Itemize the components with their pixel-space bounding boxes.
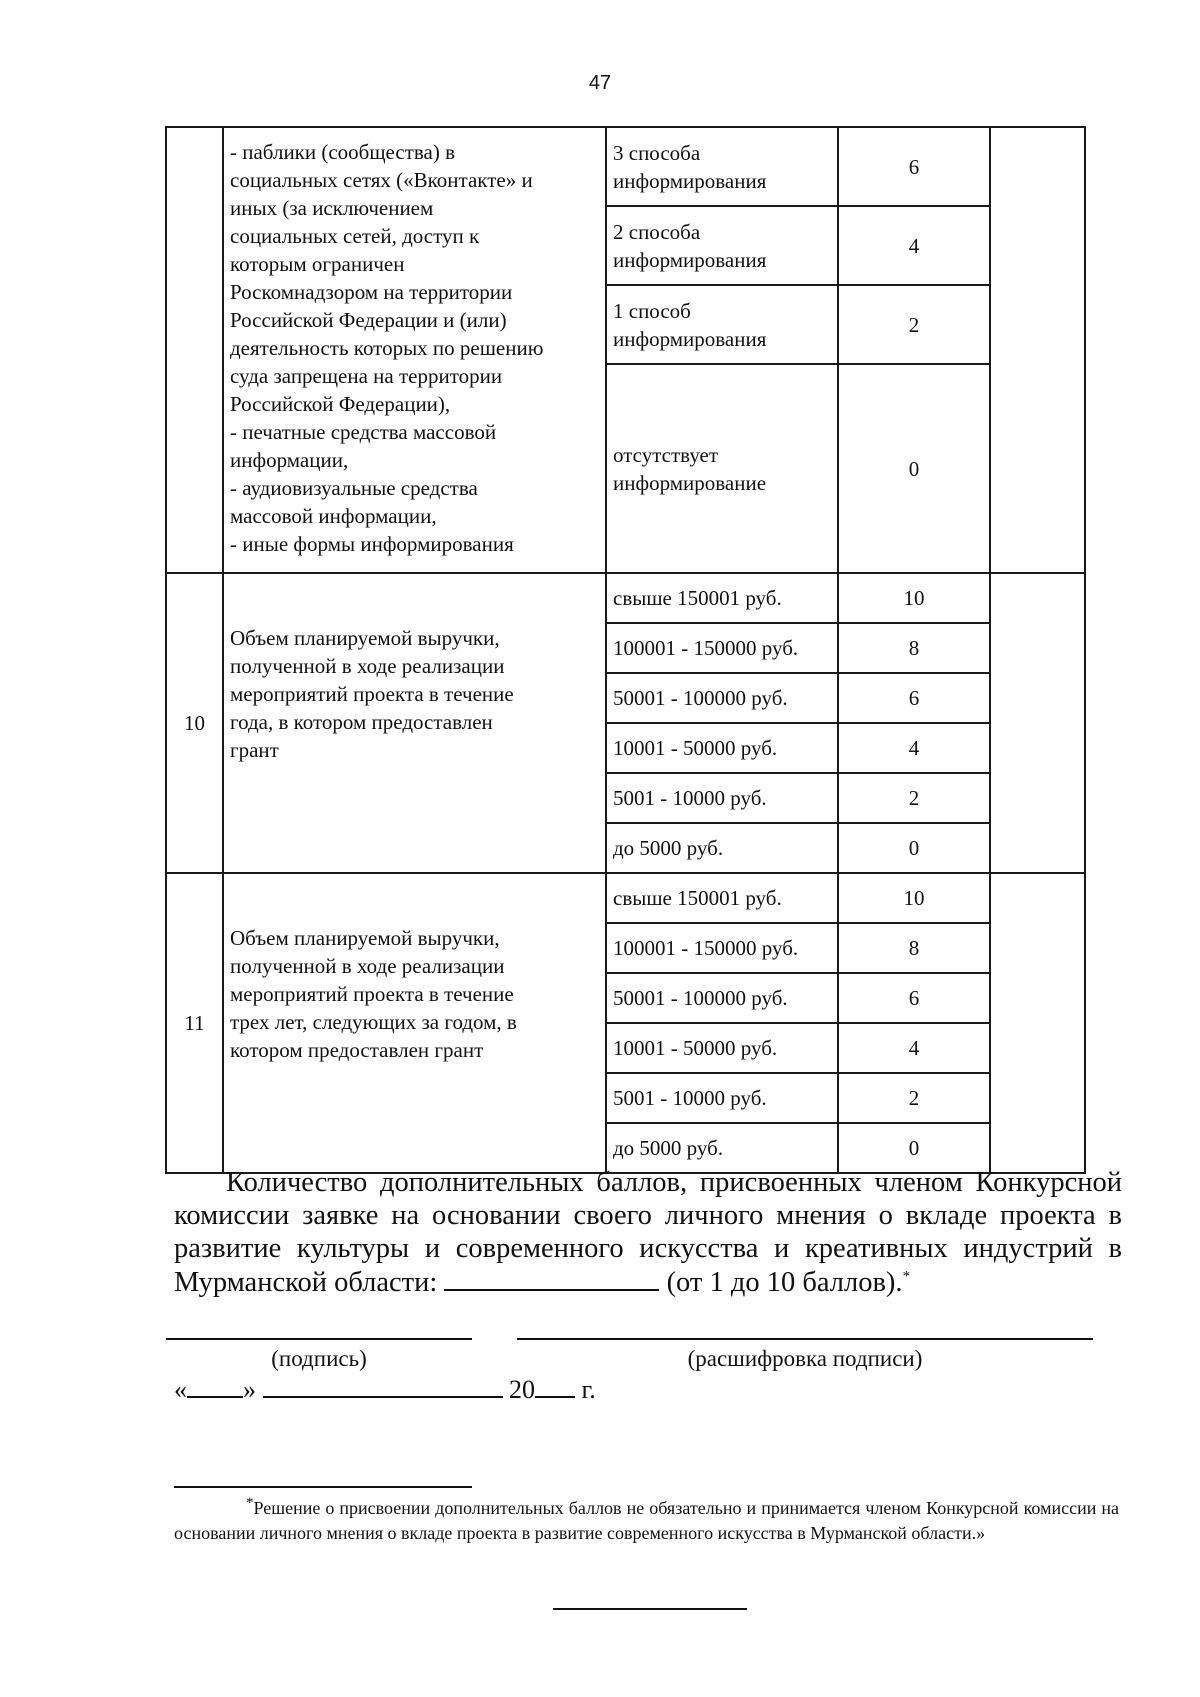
- row-number-cell: [166, 127, 223, 573]
- option-cell: 10001 - 50000 руб.: [606, 1023, 838, 1073]
- criterion-line: социальных сетей, доступ к: [230, 224, 480, 248]
- option-cell: 50001 - 100000 руб.: [606, 973, 838, 1023]
- points-cell: 0: [838, 1123, 990, 1173]
- criterion-cell: [223, 873, 606, 1173]
- criterion-line: мероприятий проекта в течение: [230, 982, 514, 1006]
- score-entry-cell[interactable]: [990, 573, 1085, 873]
- page-number: 47: [588, 72, 612, 94]
- criterion-line: Объем планируемой выручки,: [230, 926, 500, 950]
- points-cell: 8: [838, 623, 990, 673]
- criterion-line: суда запрещена на территории: [230, 364, 503, 388]
- points-cell: 4: [838, 1023, 990, 1073]
- day-field[interactable]: [187, 1374, 243, 1398]
- row-number-cell: 11: [166, 873, 223, 1173]
- option-cell: 10001 - 50000 руб.: [606, 723, 838, 773]
- criterion-line: социальных сетях («Вконтакте» и: [230, 168, 533, 192]
- score-entry-cell[interactable]: [990, 127, 1085, 573]
- criterion-line: полученной в ходе реализации: [230, 954, 505, 978]
- criterion-line: полученной в ходе реализации: [230, 654, 505, 678]
- points-cell: 6: [838, 673, 990, 723]
- points-cell: 2: [838, 1073, 990, 1123]
- footnote-separator: [174, 1486, 472, 1488]
- criterion-cell: [223, 127, 606, 573]
- table-row: [166, 873, 1085, 923]
- table-row: [166, 127, 1085, 206]
- year-field[interactable]: [535, 1374, 575, 1398]
- criterion-line: деятельность которых по решению: [230, 336, 544, 360]
- option-cell: 100001 - 150000 руб.: [606, 923, 838, 973]
- option-cell: 5001 - 10000 руб.: [606, 773, 838, 823]
- footnote: [174, 1496, 1119, 1546]
- close-quote: »: [243, 1375, 256, 1404]
- signature-caption: (подпись): [271, 1346, 367, 1371]
- option-line: 3 способа: [613, 140, 701, 165]
- year-prefix: 20: [509, 1375, 535, 1404]
- points-cell: 2: [838, 773, 990, 823]
- row-number-cell: 10: [166, 573, 223, 873]
- option-cell: 100001 - 150000 руб.: [606, 623, 838, 673]
- points-cell: 10: [838, 573, 990, 623]
- criterion-line: года, в котором предоставлен: [230, 710, 493, 734]
- criterion-line: которым ограничен: [230, 252, 405, 276]
- criterion-line: мероприятий проекта в течение: [230, 682, 514, 706]
- points-cell: 0: [838, 364, 990, 573]
- criterion-line: трех лет, следующих за годом, в: [230, 1010, 517, 1034]
- criterion-line: Российской Федерации и (или): [230, 308, 507, 332]
- option-cell: до 5000 руб.: [606, 823, 838, 873]
- option-cell: [606, 127, 838, 206]
- points-cell: 6: [838, 973, 990, 1023]
- option-cell: [606, 364, 838, 573]
- option-cell: [606, 285, 838, 364]
- month-field[interactable]: [263, 1374, 503, 1398]
- option-line: информирования: [613, 326, 767, 351]
- points-cell: 0: [838, 823, 990, 873]
- criterion-line: Роскомнадзором на территории: [230, 280, 513, 304]
- criterion-line: грант: [230, 738, 279, 762]
- criterion-line: - печатные средства массовой: [230, 420, 497, 444]
- additional-points-paragraph: [174, 1166, 1122, 1299]
- criterion-line: массовой информации,: [230, 504, 437, 528]
- option-cell: свыше 150001 руб.: [606, 573, 838, 623]
- criterion-line: Объем планируемой выручки,: [230, 626, 500, 650]
- option-line: информирование: [613, 470, 767, 495]
- footnote-mark: *: [246, 1495, 254, 1511]
- points-range-text: (от 1 до 10 баллов).: [666, 1267, 903, 1298]
- score-table: [165, 126, 1086, 1174]
- points-cell: 6: [838, 127, 990, 206]
- footnote-mark: *: [902, 1268, 911, 1285]
- end-separator: [553, 1608, 747, 1610]
- criterion-line: - аудиовизуальные средства: [230, 476, 478, 500]
- paragraph-text: Количество дополнительных баллов, присвоенных членом Конкурсной комиссии заявке на основании своего личного мнения о вкладе проекта в развитие культуры и современного искусства и креативных индустрий в Мурманской области:: [174, 1167, 1122, 1298]
- option-line: информирования: [613, 168, 767, 193]
- option-cell: [606, 206, 838, 285]
- points-cell: 4: [838, 206, 990, 285]
- table-row: [166, 573, 1085, 623]
- criterion-line: информации,: [230, 448, 349, 472]
- criterion-line: - иные формы информирования: [230, 532, 514, 556]
- criterion-line: котором предоставлен грант: [230, 1038, 484, 1062]
- criterion-cell: [223, 573, 606, 873]
- option-line: 1 способ: [613, 298, 691, 323]
- criterion-line: - паблики (сообщества) в: [230, 140, 456, 164]
- signature-field[interactable]: [166, 1338, 472, 1340]
- points-cell: 10: [838, 873, 990, 923]
- date-line: [174, 1374, 596, 1405]
- points-cell: 8: [838, 923, 990, 973]
- additional-points-field[interactable]: [444, 1265, 659, 1291]
- points-cell: 2: [838, 285, 990, 364]
- option-cell: 5001 - 10000 руб.: [606, 1073, 838, 1123]
- option-cell: свыше 150001 руб.: [606, 873, 838, 923]
- signature-decoding-caption: (расшифровка подписи): [687, 1346, 923, 1371]
- signature-decoding-field[interactable]: [517, 1338, 1093, 1340]
- option-line: информирования: [613, 247, 767, 272]
- criterion-line: иных (за исключением: [230, 196, 434, 220]
- criterion-line: Российской Федерации),: [230, 392, 451, 416]
- option-line: отсутствует: [613, 442, 719, 467]
- points-cell: 4: [838, 723, 990, 773]
- option-line: 2 способа: [613, 219, 701, 244]
- option-cell: 50001 - 100000 руб.: [606, 673, 838, 723]
- footnote-body: Решение о присвоении дополнительных баллов не обязательно и принимается членом Конкурсной комиссии на основании личного мнения о вкладе проекта в развитие современного искусства в Мурманской области.»: [174, 1498, 1119, 1543]
- year-suffix: г.: [581, 1375, 596, 1404]
- option-cell: до 5000 руб.: [606, 1123, 838, 1173]
- score-entry-cell[interactable]: [990, 873, 1085, 1173]
- open-quote: «: [174, 1375, 187, 1404]
